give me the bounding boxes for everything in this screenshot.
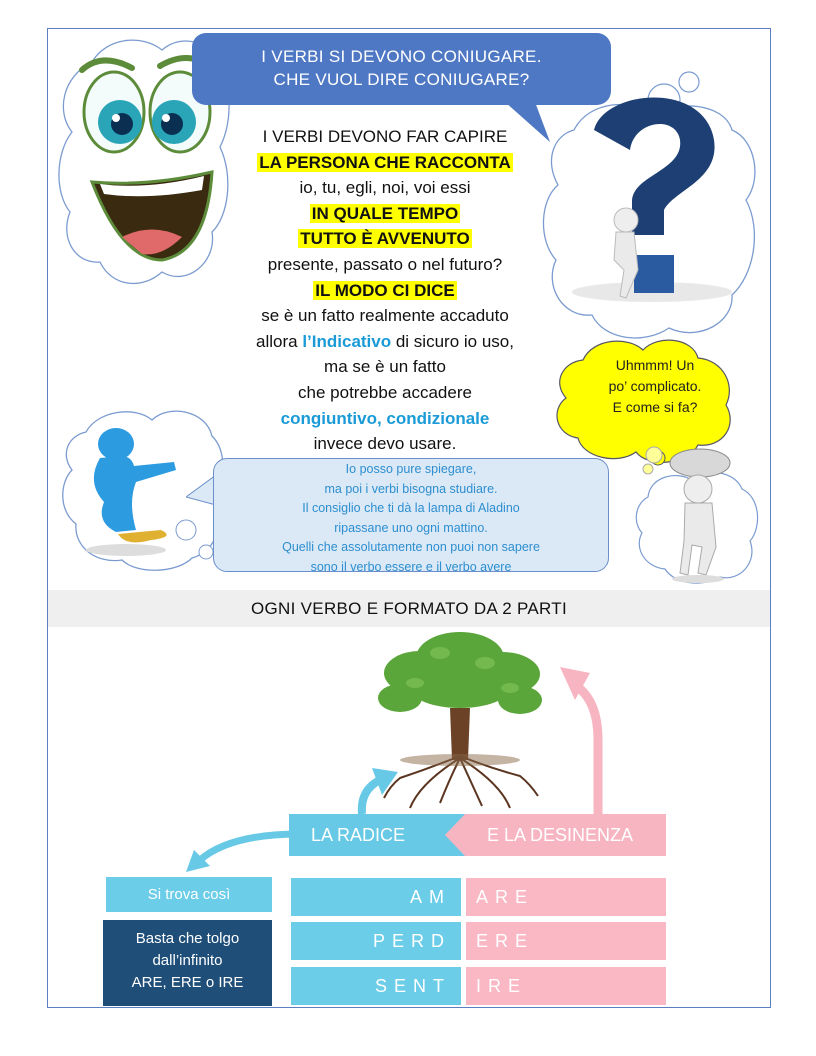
poem-line: io, tu, egli, noi, voi essi	[299, 178, 471, 198]
row-root: PERD	[291, 922, 461, 960]
poem-line: invece devo usare.	[313, 434, 457, 454]
thought-text: Uhmmm! Un po’ complicato. E come si fa?	[608, 357, 702, 415]
poem-line: che potrebbe accadere	[298, 382, 472, 402]
indicativo-word: l’Indicativo	[302, 331, 392, 351]
section-banner: OGNI VERBO E FORMATO DA 2 PARTI	[48, 590, 770, 627]
basta-box: Basta che tolgo dall’infinito ARE, ERE o IRE	[103, 920, 272, 1006]
congiuntivo-words: congiuntivo, condizionale	[280, 408, 490, 428]
si-trova-box: Si trova così	[106, 877, 272, 912]
highlight-mode: IL MODO CI DICE	[315, 280, 455, 300]
poem-line: presente, passato o nel futuro?	[267, 254, 503, 274]
desinenza-label: E LA DESINENZA	[465, 814, 666, 856]
row-ending: ERE	[466, 922, 666, 960]
row-ending: ARE	[466, 878, 666, 916]
poem-line: allora l’Indicativo di sicuro io uso,	[256, 331, 514, 351]
row-root: SENT	[291, 967, 461, 1005]
row-root: AM	[291, 878, 461, 916]
row-ending: IRE	[466, 967, 666, 1005]
poem-line: ma se è un fatto	[324, 357, 446, 377]
bubble-line-1: I VERBI SI DEVONO CONIUGARE.	[261, 47, 542, 66]
radice-label: LA RADICE	[289, 814, 465, 856]
highlight-time-1: IN QUALE TEMPO	[311, 203, 459, 223]
chevron-divider	[445, 814, 487, 856]
poem-line: I VERBI DEVONO FAR CAPIRE	[262, 127, 508, 146]
highlight-person: LA PERSONA CHE RACCONTA	[259, 152, 511, 172]
bubble-line-2: CHE VUOL DIRE CONIUGARE?	[273, 70, 530, 89]
genie-speech-bubble: Io posso pure spiegare, ma poi i verbi bisogna studiare. Il consiglio che ti dà la lampa di Aladino ripassane uno ogni mattino. Quelli che assolutamente non puoi non sapere sono il verbo essere e il verbo avere	[213, 458, 609, 572]
poem-line: se è un fatto realmente accaduto	[261, 306, 509, 326]
highlight-time-2: TUTTO È AVVENUTO	[300, 229, 470, 249]
